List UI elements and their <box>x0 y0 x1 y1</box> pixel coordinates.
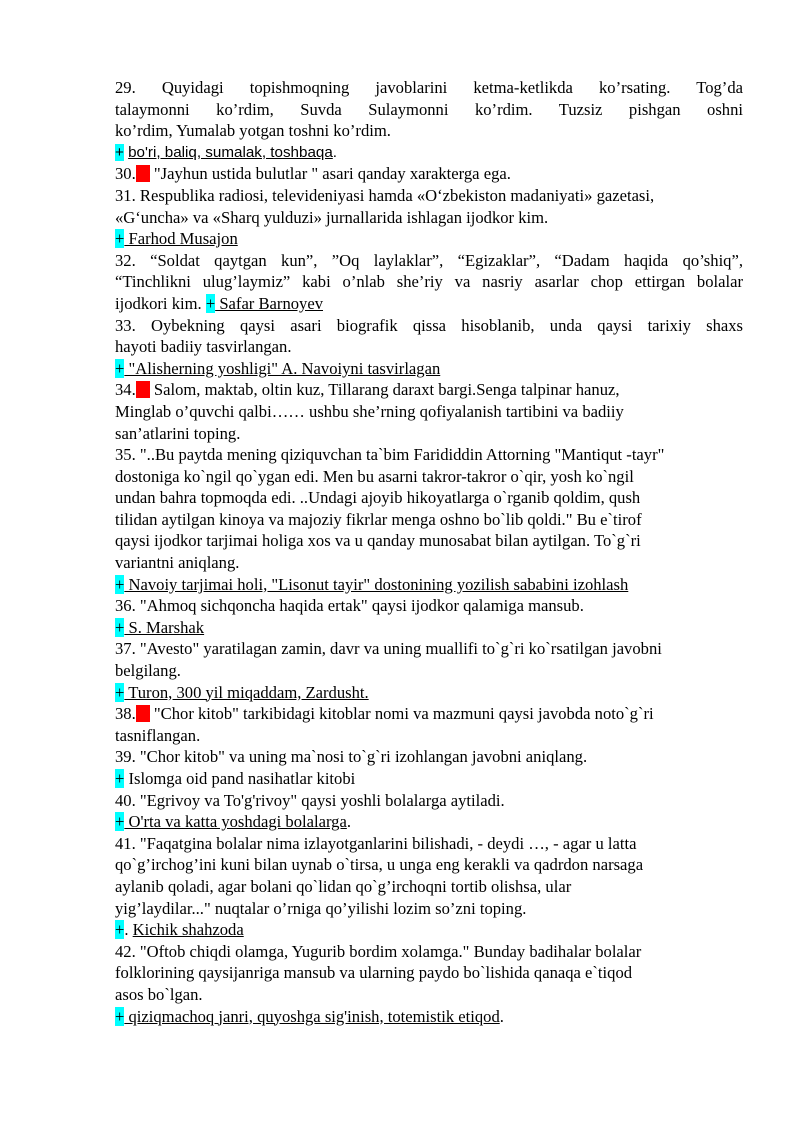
correct-marker: + <box>115 574 125 594</box>
answer-text: qiziqmachoq janri, quyoshga sig'inish, totemistik etiqod <box>124 1006 500 1026</box>
correct-marker: + <box>205 293 216 313</box>
question-41-line-2: qo`g’irchog’ini kuni bilan uynab o`tirsa, u unga eng kerakli va qadrdon narsaga <box>115 855 644 875</box>
answer-42 <box>115 1006 743 1028</box>
answer-punct: . <box>499 1006 504 1026</box>
question-29-line-2: talaymonni ko’rdim, Suvda Sulaymonni ko’rdim. Tuzsiz pishgan oshni <box>115 99 743 119</box>
document-page <box>115 77 743 1027</box>
answer-39 <box>115 768 743 790</box>
question-29-line-1: 29. Quyidagi topishmoqning javoblarini ketma-ketlikda ko’rsating. Tog’da <box>115 78 743 97</box>
answer-text: Kichik shahzoda <box>132 920 244 940</box>
red-flag-marker <box>136 165 150 182</box>
answer-text: Turon, 300 yil miqaddam, Zardusht. <box>124 682 369 702</box>
answer-punct: . <box>332 143 338 161</box>
answer-31 <box>115 228 743 250</box>
question-30 <box>115 163 743 185</box>
question-32-line-1: 32. “Soldat qaytgan kun”, ”Oq laylaklar”, “Egizaklar”, “Dadam haqida qo’shiq”, <box>115 250 743 270</box>
answer-text: S. Marshak <box>124 617 205 637</box>
question-33-line-1: 33. Oybekning qaysi asari biografik qissa hisoblanib, unda qaysi tarixiy shaxs <box>115 315 743 335</box>
question-38-line-2: tasniflangan. <box>115 725 201 745</box>
question-number: 30. <box>115 164 136 184</box>
correct-marker: + <box>115 769 125 788</box>
correct-marker: + <box>115 682 125 702</box>
answer-text: Farhod Musajon <box>124 229 238 249</box>
question-34-line-2: Minglab o’quvchi qalbi…… ushbu she’rning qofiyalanish tartibini va badiiy <box>115 401 624 421</box>
question-33-line-2: hayoti badiiy tasvirlangan. <box>115 337 292 357</box>
answer-punct: . <box>346 812 351 832</box>
correct-marker: + <box>115 358 125 378</box>
answer-36 <box>115 617 743 639</box>
answer-text: "Alisherning yoshligi" A. Navoiyni tasvirlagan <box>124 358 441 378</box>
question-35-line-1: 35. "..Bu paytda mening qiziquvchan ta`bim Farididdin Attorning "Mantiqut -tayr" <box>115 445 665 465</box>
question-34-line-3: san’atlarini toping. <box>115 423 241 443</box>
question-number: 38. <box>115 704 136 724</box>
question-35-line-4: tilidan aytilgan kinoya va majoziy fikrlar menga oshno bo`lib qoldi." Bu e`tirof <box>115 509 642 529</box>
question-text: "Chor kitob" tarkibidagi kitoblar nomi va mazmuni qaysi javobda noto`g`ri <box>149 704 654 724</box>
question-text: Salom, maktab, oltin kuz, Tillarang daraxt bargi.Senga talpinar hanuz, <box>149 380 620 400</box>
question-41-line-4: yig’laydilar..." nuqtalar o’rniga qo’yilishi lozim so’zni toping. <box>115 898 527 918</box>
correct-marker: + <box>115 617 125 637</box>
question-34-line-1 <box>115 379 743 401</box>
correct-marker: + <box>115 143 124 161</box>
question-41-line-3: aylanib qoladi, agar bolani qo`lidan qo`g’irchoqni tortib olishsa, ular <box>115 876 572 896</box>
question-42-line-3: asos bo`lgan. <box>115 984 203 1004</box>
question-31-line-1: 31. Respublika radiosi, televideniyasi hamda «O‘zbekiston madaniyati» gazetasi, <box>115 185 655 205</box>
question-39-line-1: 39. "Chor kitob" va uning ma`nosi to`g`ri izohlangan javobni aniqlang. <box>115 747 588 767</box>
question-32-line-2: “Tinchlikni ulug’laymiz” kabi o’nlab she’riy va nasriy asarlar chop ettirgan bolalar <box>115 272 743 292</box>
question-41-line-1: 41. "Faqatgina bolalar nima izlayotganlarini bilishadi, - deydi …, - agar u latta <box>115 833 637 853</box>
question-32-line-3 <box>115 293 743 315</box>
question-35-line-2: dostoniga ko`ngil qo`ygan edi. Men bu asarni takror-takror o`qir, yosh ko`ngil <box>115 466 634 486</box>
answer-text: Safar Barnoyev <box>215 293 323 313</box>
correct-marker: + <box>115 920 125 940</box>
answer-37 <box>115 682 743 704</box>
question-35-line-5: qaysi ijodkor tarjimai holiga xos va u qanday munosabat bilan aytilgan. To`g`ri <box>115 531 641 551</box>
red-flag-marker <box>136 705 150 722</box>
correct-marker: + <box>115 1006 125 1026</box>
answer-41 <box>115 919 743 941</box>
answer-35 <box>115 574 743 596</box>
question-36-line-1: 36. "Ahmoq sichqoncha haqida ertak" qaysi ijodkor qalamiga mansub. <box>115 596 584 616</box>
answer-40 <box>115 811 743 833</box>
correct-marker: + <box>115 229 125 249</box>
answer-prefix: . <box>124 920 133 940</box>
answer-33 <box>115 358 743 380</box>
question-37-line-1: 37. "Avesto" yaratilagan zamin, davr va uning muallifi to`g`ri ko`rsatilgan javobni <box>115 639 662 659</box>
question-29-line-3: ko’rdim, Yumalab yotgan toshni ko’rdim. <box>115 121 391 141</box>
answer-text: O'rta va katta yoshdagi bolalarga <box>124 812 347 832</box>
question-38-line-1 <box>115 703 743 725</box>
red-flag-marker <box>136 381 150 398</box>
question-37-line-2: belgilang. <box>115 661 181 681</box>
answer-text: bo'ri, baliq, sumalak, toshbaqa <box>128 143 333 161</box>
answer-text: Navoiy tarjimai holi, "Lisonut tayir" dostonining yozilish sababini izohlash <box>124 574 629 594</box>
question-text: "Jayhun ustida bulutlar " asari qanday xarakterga ega. <box>149 164 511 184</box>
question-31-line-2: «G‘uncha» va «Sharq yulduzi» jurnallarida ishlagan ijodkor kim. <box>115 207 549 227</box>
question-40-line-1: 40. "Egrivoy va To'g'rivoy" qaysi yoshli bolalarga aytiladi. <box>115 790 505 810</box>
question-35-line-3: undan bahra topmoqda edi. ..Undagi ajoyib hikoyatlarga o`rganib qoldim, qush <box>115 488 641 508</box>
question-number: 34. <box>115 380 136 400</box>
question-text: ijodkori kim. <box>115 293 206 313</box>
question-35-line-6: variantni aniqlang. <box>115 553 240 573</box>
question-42-line-2: folklorining qaysijanriga mansub va ularning paydo bo`lishida qanaqa e`tiqod <box>115 963 633 983</box>
answer-29 <box>115 142 743 164</box>
question-42-line-1: 42. "Oftob chiqdi olamga, Yugurib bordim xolamga." Bunday badihalar bolalar <box>115 941 642 961</box>
correct-marker: + <box>115 812 125 832</box>
answer-text: Islomga oid pand nasihatlar kitobi <box>124 769 356 788</box>
